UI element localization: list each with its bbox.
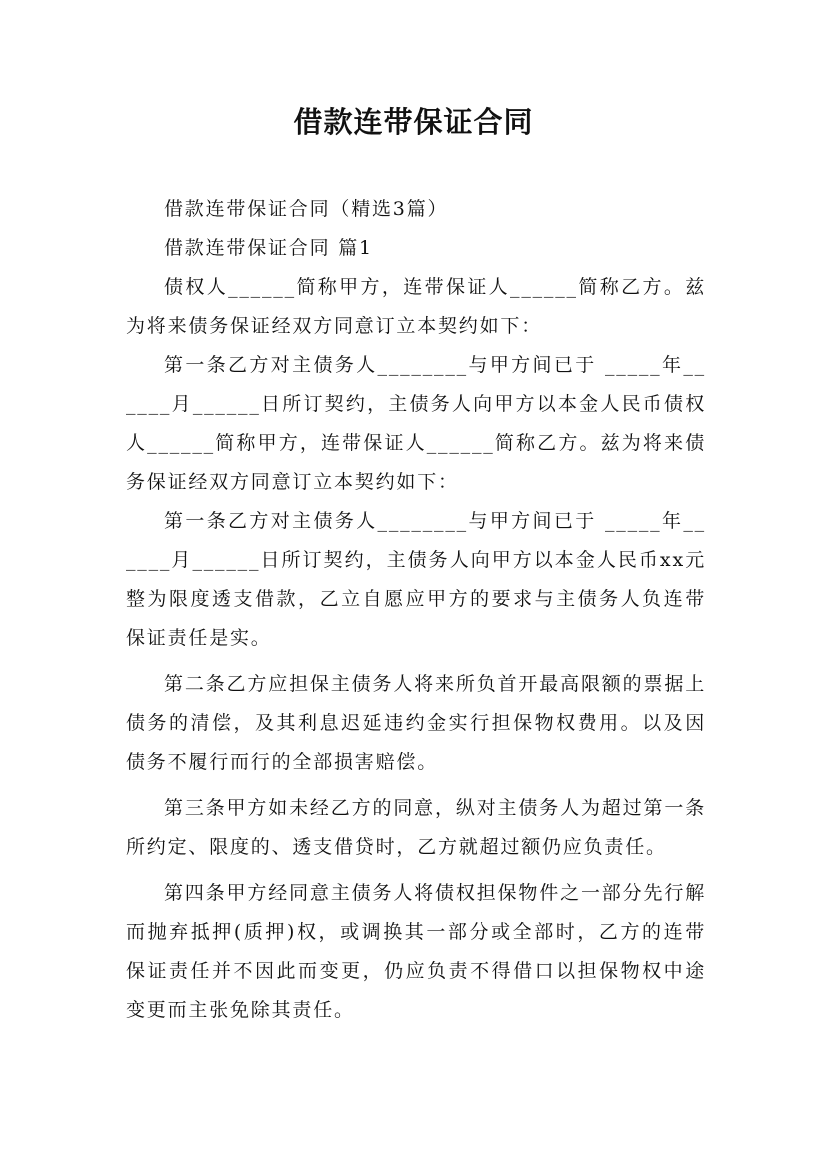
- paragraph-article-1-a: 第一条乙方对主债务人________与甲方间已于 _____年______月______日所订契约，主债务人向甲方以本金人民币债权人______简称甲方，连带保证人______简称乙方。兹为将来债务保证经双方同意订立本契约如下：: [126, 354, 706, 493]
- paragraph-article-1-b: 第一条乙方对主债务人________与甲方间已于 _____年______月______日所订契约，主债务人向甲方以本金人民币xx元整为限度透支借款，乙立自愿应甲方的要求与主债务人负连带保证责任是实。: [126, 510, 706, 649]
- paragraph-article-3: 第三条甲方如未经乙方的同意，纵对主债务人为超过第一条所约定、限度的、透支借贷时，乙方就超过额仍应负责任。: [126, 797, 706, 858]
- paragraph-preamble: 债权人______简称甲方，连带保证人______简称乙方。兹为将来债务保证经双方同意订立本契约如下：: [126, 276, 706, 337]
- paragraph-section-heading: 借款连带保证合同 篇1: [164, 237, 373, 259]
- document-body: [126, 190, 706, 1030]
- paragraph-subtitle: 借款连带保证合同（精选3篇）: [164, 198, 449, 220]
- paragraph-article-2: 第二条乙方应担保主债务人将来所负首开最高限额的票据上债务的清偿，及其利息迟延违约金实行担保物权费用。以及因债务不履行而行的全部损害赔偿。: [126, 673, 706, 773]
- paragraph-article-4: 第四条甲方经同意主债务人将债权担保物件之一部分先行解而抛弃抵押(质押)权，或调换其一部分或全部时，乙方的连带保证责任并不因此而变更，仍应负责不得借口以担保物权中途变更而主张免除其责任。: [126, 882, 706, 1021]
- document-title: 借款连带保证合同: [293, 105, 534, 139]
